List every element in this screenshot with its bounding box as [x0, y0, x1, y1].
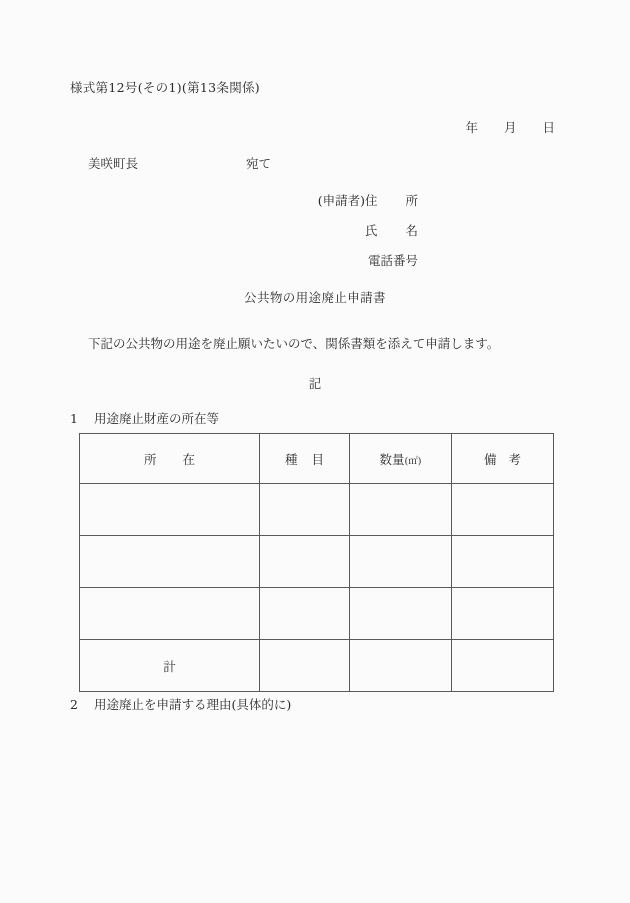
applicant-address-label: (申請者)住 [317, 193, 378, 208]
section-2-number: 2 [70, 697, 78, 712]
addressee-suffix: 宛て [246, 156, 272, 171]
table-total-row [80, 640, 554, 692]
table-row [80, 588, 554, 640]
cell-note[interactable] [452, 588, 554, 640]
section-1-title: 用途廃止財産の所在等 [94, 411, 220, 426]
cell-location[interactable] [80, 536, 260, 588]
date-month-label: 月 [503, 120, 517, 135]
cell-total-label: 計 [80, 640, 260, 692]
section-1-number: 1 [70, 411, 78, 426]
addressee-row [88, 154, 271, 172]
applicant-phone-line [0, 251, 418, 269]
column-header-quantity-text: 数量 [379, 451, 405, 467]
column-header-quantity-unit: (㎡) [404, 455, 422, 467]
date-line [0, 118, 630, 136]
column-header-location-a: 所 [143, 451, 157, 467]
cell-location[interactable] [80, 588, 260, 640]
cell-note[interactable] [452, 484, 554, 536]
property-table [79, 433, 554, 692]
section-2-title: 用途廃止を申請する理由(具体的に) [94, 697, 292, 712]
cell-location[interactable] [80, 484, 260, 536]
cell-total-note[interactable] [452, 640, 554, 692]
cell-total-kind[interactable] [260, 640, 350, 692]
column-header-kind-b: 目 [311, 451, 325, 467]
column-header-quantity [350, 434, 452, 484]
cell-kind[interactable] [260, 588, 350, 640]
cell-kind[interactable] [260, 536, 350, 588]
applicant-name-line [0, 221, 418, 239]
cell-note[interactable] [452, 536, 554, 588]
cell-quantity[interactable] [350, 484, 452, 536]
column-header-location-b: 在 [182, 451, 196, 467]
date-day-label: 日 [542, 120, 555, 135]
section-2-heading [70, 695, 291, 713]
column-header-kind [260, 434, 350, 484]
applicant-address-label-tail: 所 [405, 193, 418, 208]
applicant-name-label-tail: 名 [405, 223, 418, 238]
column-header-kind-a: 種 [284, 451, 298, 467]
column-header-note [452, 434, 554, 484]
form-number-label: 様式第12号(その1)(第13条関係) [70, 80, 260, 95]
applicant-block [0, 191, 630, 269]
body-paragraph: 下記の公共物の用途を廃止願いたいので、関係書類を添えて申請します。 [88, 336, 500, 351]
table-row [80, 536, 554, 588]
cell-kind[interactable] [260, 484, 350, 536]
column-header-note-b: 考 [508, 451, 522, 467]
applicant-phone-label: 電話番号 [367, 253, 418, 268]
cell-quantity[interactable] [350, 588, 452, 640]
applicant-name-label: 氏 [364, 223, 378, 238]
section-1-heading [70, 409, 219, 427]
date-year-label: 年 [465, 120, 478, 135]
cell-total-quantity[interactable] [350, 640, 452, 692]
table-row [80, 484, 554, 536]
cell-quantity[interactable] [350, 536, 452, 588]
document-title: 公共物の用途廃止申請書 [244, 290, 386, 305]
column-header-note-a: 備 [483, 451, 497, 467]
column-header-location [80, 434, 260, 484]
table-header-row [80, 434, 554, 484]
applicant-address-line [0, 191, 418, 209]
addressee-name: 美咲町長 [88, 156, 139, 171]
ki-marker: 記 [308, 376, 322, 391]
